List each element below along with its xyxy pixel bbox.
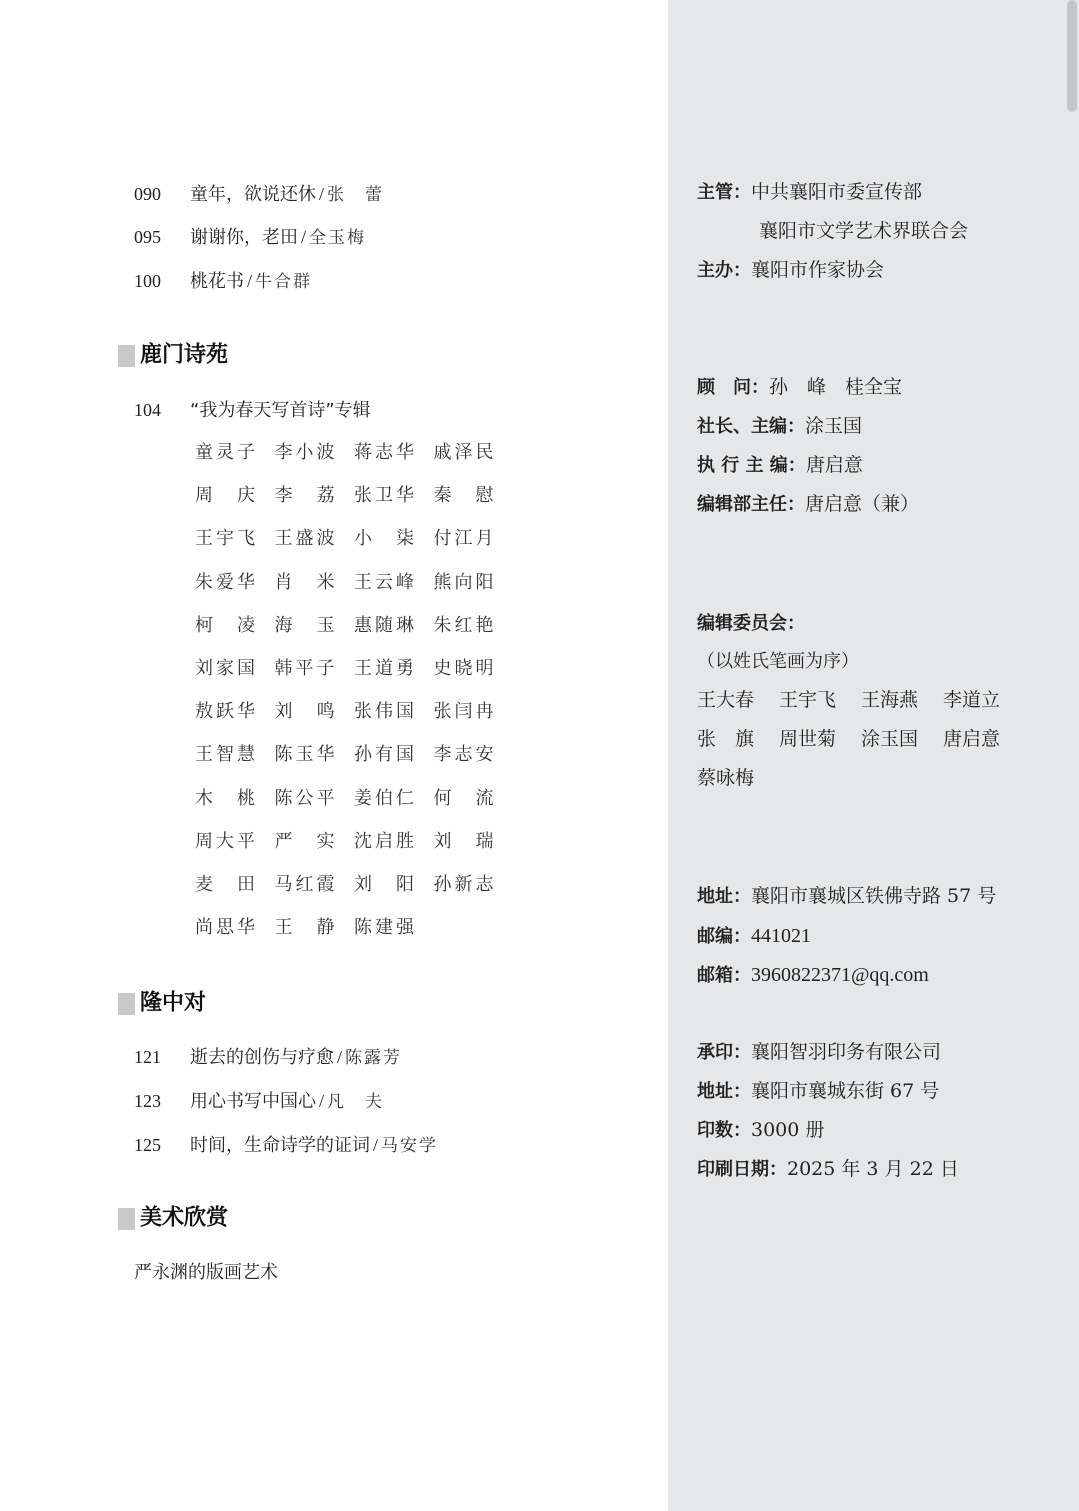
poet-name: 朱红艳 [433, 614, 497, 636]
poet-name: 熊向阳 [433, 571, 497, 593]
poet-row [195, 913, 513, 956]
article-title: 时间，生命诗学的证词 [190, 1135, 370, 1156]
toc-entry[interactable] [134, 223, 366, 251]
exec-editor-line [697, 451, 863, 480]
poet-name: 周大平 [195, 830, 258, 852]
poet-name: 陈玉华 [274, 744, 338, 766]
poet-name: 严 实 [274, 830, 338, 852]
poet-name: 张伟国 [354, 701, 417, 723]
section-heading-art [118, 1203, 228, 1233]
supervisor-line-2 [759, 217, 968, 245]
poet-name: 刘 鸣 [274, 701, 338, 723]
poet-name: 戚泽民 [433, 442, 497, 463]
separator: / [247, 271, 253, 291]
poet-name: 肖 米 [274, 571, 338, 593]
committee-label: 编辑委员会： [697, 613, 805, 634]
article-author: 凡 夫 [327, 1092, 385, 1112]
poet-name: 孙有国 [354, 744, 417, 766]
printer-value: 襄阳智羽印务有限公司 [751, 1041, 942, 1063]
committee-note [697, 647, 859, 676]
committee-member: 王海燕 [861, 689, 919, 711]
address-label: 地址： [697, 886, 751, 907]
poet-name: 木 桃 [195, 787, 258, 809]
printer-line [697, 1038, 941, 1067]
toc-entry[interactable] [134, 267, 312, 295]
section-marker [118, 993, 135, 1015]
print-date-line [697, 1155, 959, 1184]
poet-row [195, 611, 513, 654]
article-title: 用心书写中国心 [190, 1091, 316, 1112]
poet-name: 王智慧 [195, 744, 258, 766]
advisor-value: 孙 峰 桂全宝 [769, 376, 903, 398]
section-heading-poetry [118, 340, 228, 370]
toc-entry[interactable] [134, 1043, 402, 1071]
committee-member: 周世菊 [779, 728, 837, 750]
article-title: 童年，欲说还休 [190, 184, 316, 205]
poet-row [195, 827, 513, 870]
postcode-value: 441021 [751, 925, 811, 947]
committee-member: 李道立 [943, 689, 1001, 711]
exec-editor-value: 唐启意 [805, 454, 863, 476]
poet-name: 尚思华 [195, 917, 258, 939]
poet-name: 张卫华 [354, 485, 417, 507]
committee-row [697, 764, 779, 793]
poet-row [195, 481, 513, 524]
print-count-label: 印数： [697, 1120, 751, 1141]
committee-member: 唐启意 [943, 728, 1001, 750]
poet-name: 李 荔 [274, 485, 338, 507]
poet-name: 马红霞 [274, 873, 338, 895]
poet-name: 陈公平 [274, 787, 338, 809]
president-value: 涂玉国 [805, 415, 863, 437]
poet-row [195, 740, 513, 783]
poet-name: 李小波 [274, 442, 338, 463]
printer-address-value: 襄阳市襄城东街 67 号 [751, 1080, 940, 1102]
printer-label: 承印： [697, 1042, 751, 1063]
president-line [697, 412, 862, 441]
poet-name: 王宇飞 [195, 528, 258, 550]
president-label: 社长、主编： [697, 416, 805, 437]
committee-row [697, 725, 1025, 754]
poet-name: 史晓明 [433, 657, 497, 679]
article-title: “我为春天写首诗”专辑 [190, 400, 371, 421]
page-number: 104 [134, 400, 161, 420]
committee-member: 张 旗 [697, 728, 755, 750]
poet-name: 秦 慰 [433, 485, 497, 507]
poet-name: 王盛波 [274, 528, 338, 550]
poet-name: 海 玉 [274, 614, 338, 636]
separator: / [337, 1047, 343, 1067]
poet-name: 孙新志 [433, 873, 497, 895]
section-title: 鹿门诗苑 [140, 342, 229, 368]
separator: / [301, 227, 307, 247]
article-title: 桃花书 [190, 271, 244, 292]
print-count-value: 3000 册 [751, 1119, 825, 1141]
address-value: 襄阳市襄城区铁佛寺路 57 号 [751, 885, 997, 907]
page-number: 123 [134, 1091, 161, 1111]
supervisor-value: 中共襄阳市委宣传部 [751, 181, 923, 203]
poet-name: 刘 瑞 [433, 830, 497, 852]
email-line [697, 961, 929, 990]
committee-row [697, 686, 1025, 715]
poet-name: 王 静 [274, 917, 338, 939]
article-author: 牛合群 [255, 272, 313, 292]
poet-row [195, 524, 513, 567]
page-number: 100 [134, 271, 161, 291]
supervisor-label: 主管： [697, 182, 751, 203]
poet-list [195, 438, 513, 956]
poet-name: 李志安 [433, 744, 497, 766]
article-title: 谢谢你，老田 [190, 227, 298, 248]
address-line [697, 882, 996, 911]
committee-member: 王大春 [697, 689, 755, 711]
committee-member: 蔡咏梅 [697, 767, 755, 789]
sponsor-label: 主办： [697, 260, 751, 281]
page-number: 095 [134, 227, 161, 247]
art-item[interactable]: 严永渊的版画艺术 [134, 1262, 278, 1283]
poet-name: 姜伯仁 [354, 787, 417, 809]
article-author: 马安学 [381, 1136, 439, 1156]
poet-name: 蒋志华 [354, 442, 417, 463]
page-number: 090 [134, 184, 161, 204]
article-author: 张 蕾 [327, 185, 385, 205]
poet-name: 刘家国 [195, 657, 258, 679]
poet-name: 小 柒 [354, 528, 417, 550]
separator: / [319, 184, 325, 204]
dept-head-line [697, 490, 919, 519]
poet-row [195, 654, 513, 697]
print-date-value: 2025 年 3 月 22 日 [787, 1158, 959, 1180]
section-marker [118, 1208, 135, 1230]
sponsor-value: 襄阳市作家协会 [751, 259, 885, 281]
article-author: 全玉梅 [309, 228, 367, 248]
poet-name: 朱爱华 [195, 571, 258, 593]
poet-name: 沈启胜 [354, 830, 417, 852]
postcode-line [697, 922, 811, 951]
committee-heading [697, 609, 805, 638]
printer-address-label: 地址： [697, 1081, 751, 1102]
section-heading-longzhong [118, 988, 206, 1018]
poet-row [195, 438, 513, 481]
scrollbar-thumb[interactable] [1067, 0, 1077, 112]
section-title: 隆中对 [140, 990, 207, 1016]
sponsor-line [697, 256, 884, 285]
email-label: 邮箱： [697, 965, 751, 986]
committee-note-text: （以姓氏笔画为序） [697, 651, 859, 672]
committee-member: 涂玉国 [861, 728, 919, 750]
page-number: 125 [134, 1135, 161, 1155]
supervisor-value-2: 襄阳市文学艺术界联合会 [759, 220, 969, 242]
separator: / [373, 1135, 379, 1155]
poet-name: 张闫冉 [433, 701, 497, 723]
postcode-label: 邮编： [697, 926, 751, 947]
toc-entry[interactable] [134, 1087, 384, 1115]
poet-row [195, 784, 513, 827]
poet-name: 刘 阳 [354, 873, 417, 895]
separator: / [319, 1091, 325, 1111]
printer-address-line [697, 1077, 939, 1106]
poet-name: 麦 田 [195, 873, 258, 895]
poet-name: 敖跃华 [195, 701, 258, 723]
page-number: 121 [134, 1047, 161, 1067]
toc-entry[interactable] [134, 180, 384, 208]
poet-row [195, 568, 513, 611]
poet-name: 童灵子 [195, 442, 258, 463]
supervisor-line [697, 178, 922, 207]
advisor-label: 顾 问： [697, 377, 769, 398]
committee-member: 王宇飞 [779, 689, 837, 711]
advisor-line [697, 373, 902, 402]
section-title: 美术欣赏 [140, 1205, 229, 1231]
poet-name: 王道勇 [354, 657, 417, 679]
poet-name: 何 流 [433, 787, 497, 809]
toc-entry[interactable] [134, 396, 371, 424]
email-value[interactable]: 3960822371@qq.com [751, 964, 929, 986]
poet-row [195, 697, 513, 740]
poet-row [195, 870, 513, 913]
exec-editor-label: 执 行 主 编： [697, 455, 806, 476]
poet-name: 柯 凌 [195, 614, 258, 636]
dept-head-label: 编辑部主任： [697, 494, 805, 515]
poet-name: 周 庆 [195, 485, 258, 507]
toc-entry[interactable] [134, 1131, 438, 1159]
poet-name: 韩平子 [274, 657, 338, 679]
poet-name: 惠随琳 [354, 614, 417, 636]
poet-name: 陈建强 [354, 917, 417, 939]
section-marker [118, 345, 135, 367]
print-date-label: 印刷日期： [697, 1159, 787, 1180]
print-count-line [697, 1116, 824, 1145]
article-author: 陈露芳 [345, 1048, 403, 1068]
poet-name: 付江月 [433, 528, 497, 550]
article-title: 逝去的创伤与疗愈 [190, 1047, 334, 1068]
dept-head-value: 唐启意（兼） [805, 493, 920, 515]
poet-name: 王云峰 [354, 571, 417, 593]
